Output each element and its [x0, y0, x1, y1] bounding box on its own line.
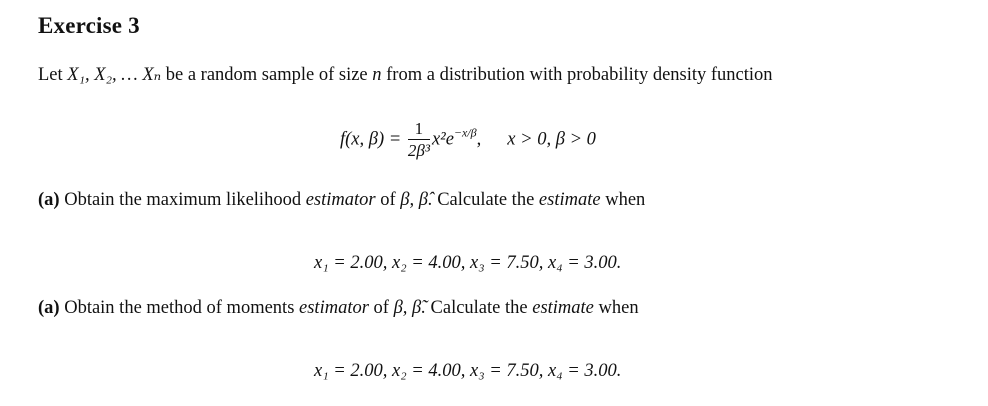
- part-b-estimator-word: estimator: [299, 298, 369, 318]
- part-a-text-3: Calculate the: [437, 190, 535, 210]
- part-a-text-1: Obtain the maximum likelihood: [64, 190, 302, 210]
- density-equation: [340, 120, 596, 170]
- part-b-symbol: β, β̃.: [393, 298, 426, 318]
- intro-paragraph: [38, 64, 773, 86]
- part-a-text-2: of: [380, 190, 396, 210]
- density-lhs: f(x, β) =: [340, 129, 402, 150]
- part-a-symbol: β, β̂.: [400, 190, 433, 210]
- sample-variables: X₁, X₂, … Xₙ: [67, 65, 162, 85]
- density-conditions: x > 0, β > 0: [507, 129, 596, 150]
- part-b-values: x₁ = 2.00, x₂ = 4.00, x₃ = 7.50, x₄ = 3.00.: [314, 361, 622, 381]
- part-b-label: (a): [38, 298, 60, 318]
- part-a-estimator-word: estimator: [305, 190, 376, 210]
- intro-prefix: Let: [38, 65, 63, 85]
- part-a-values: x₁ = 2.00, x₂ = 4.00, x₃ = 7.50, x₄ = 3.00.: [314, 253, 622, 273]
- part-a-label: (a): [38, 190, 60, 210]
- density-body: x²e: [431, 129, 454, 150]
- intro-text-1: be a random sample of size: [165, 65, 368, 85]
- part-a-estimate-word: estimate: [538, 190, 601, 210]
- density-comma: ,: [476, 129, 482, 150]
- fraction-denominator: 2β³: [407, 141, 430, 160]
- part-a-text-4: when: [605, 190, 646, 210]
- part-b-paragraph: [38, 298, 639, 319]
- sample-size-n: n: [372, 65, 382, 85]
- part-b-estimate-word: estimate: [532, 298, 594, 318]
- part-a-paragraph: [38, 190, 645, 211]
- density-exponent: −x/β: [453, 125, 477, 140]
- part-b-text-3: Calculate the: [430, 298, 528, 318]
- part-b-text-1: Obtain the method of moments: [64, 298, 295, 318]
- density-fraction: [408, 120, 430, 160]
- intro-text-2: from a distribution with probability density function: [386, 65, 773, 85]
- fraction-numerator: 1: [408, 120, 430, 140]
- part-b-text-2: of: [373, 298, 389, 318]
- part-b-text-4: when: [598, 298, 639, 318]
- exercise-title: Exercise 3: [38, 13, 140, 38]
